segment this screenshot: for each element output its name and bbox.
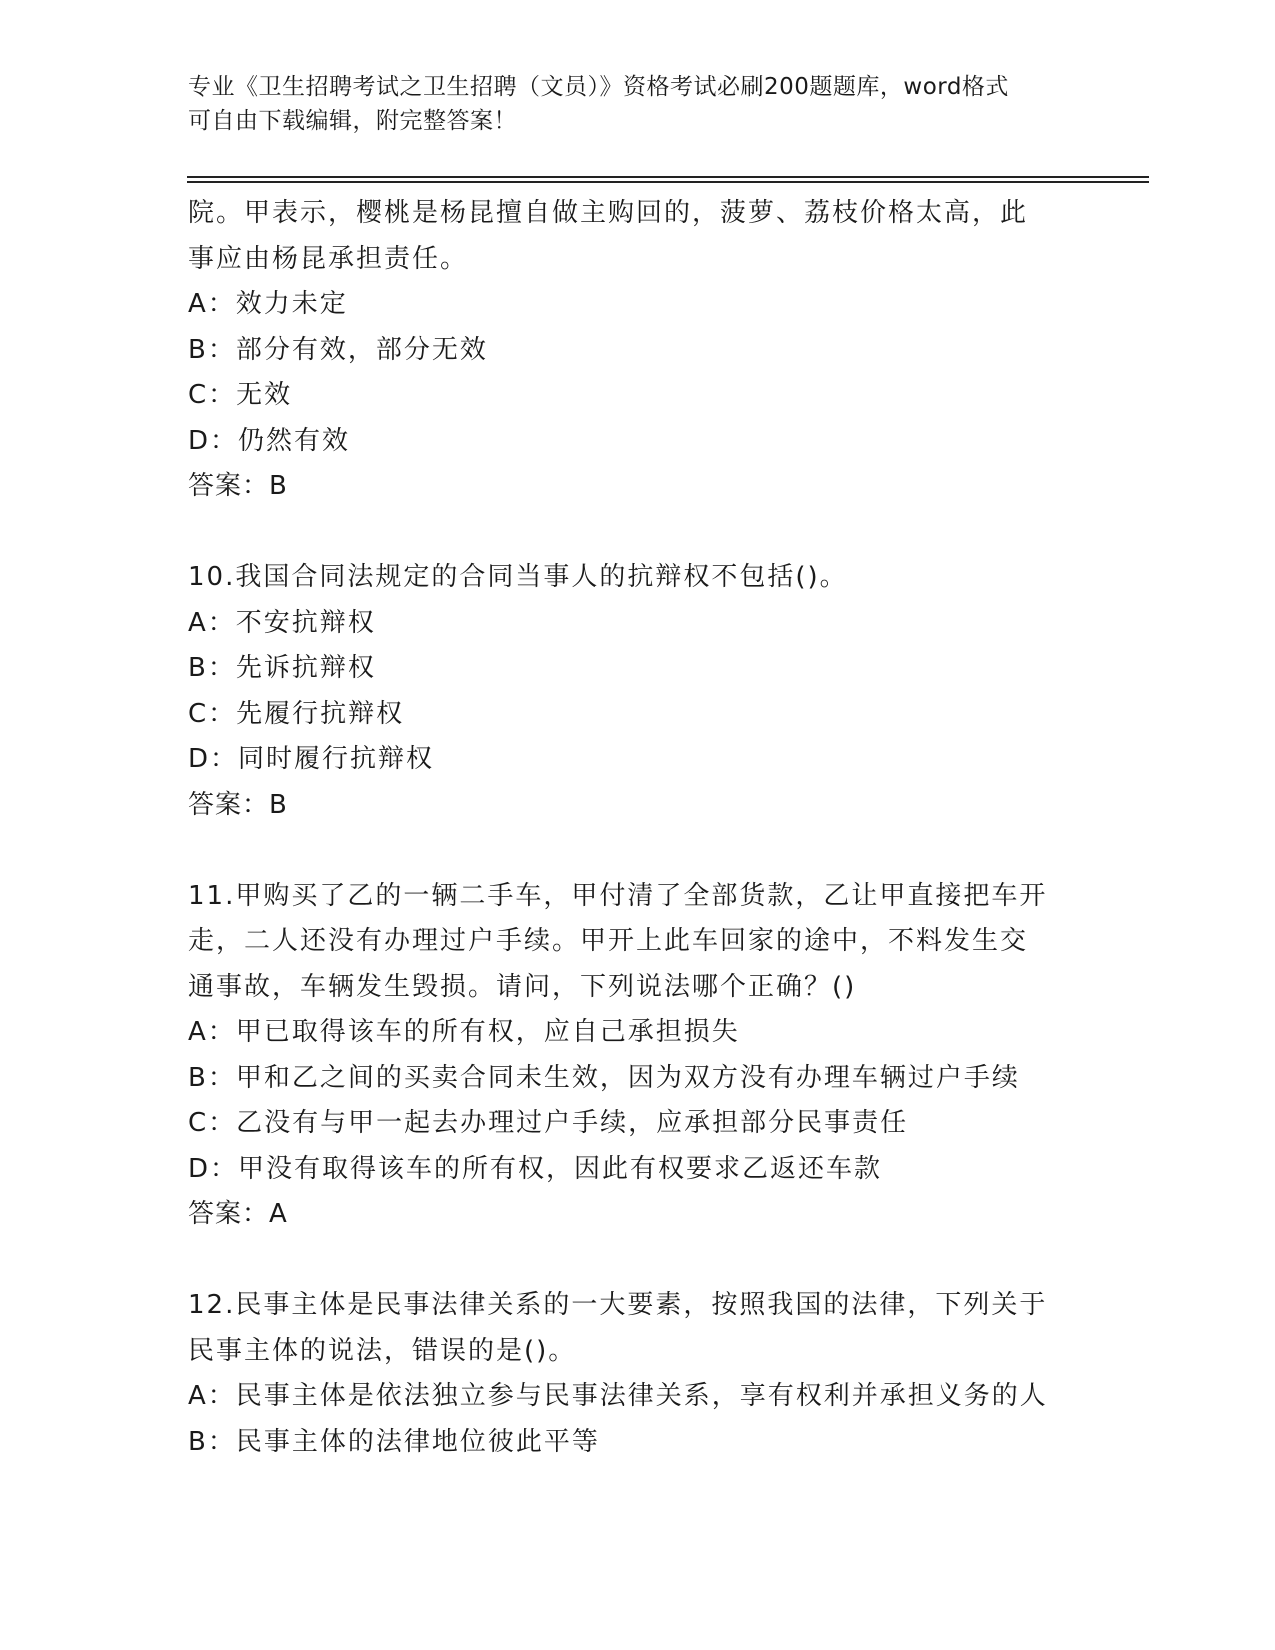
document-header <box>188 70 1078 138</box>
option-b: B：先诉抗辩权 <box>188 653 376 683</box>
header-line-2: 可自由下载编辑，附完整答案！ <box>188 108 517 134</box>
question-12 <box>188 1283 1088 1465</box>
option-a: A：民事主体是依法独立参与民事法律关系，享有权利并承担义务的人 <box>188 1381 1048 1411</box>
option-b: B：民事主体的法律地位彼此平等 <box>188 1426 600 1457</box>
option-b: B：部分有效，部分无效 <box>188 334 488 365</box>
question-9-continued <box>188 191 1088 510</box>
question-text-line: 事应由杨昆承担责任。 <box>188 243 469 274</box>
spacer <box>188 510 1088 556</box>
question-text-line: 走，二人还没有办理过户手续。甲开上此车回家的途中，不料发生交 <box>188 926 1029 956</box>
option-c: C：乙没有与甲一起去办理过户手续，应承担部分民事责任 <box>188 1108 909 1138</box>
option-b: B：甲和乙之间的买卖合同未生效，因为双方没有办理车辆过户手续 <box>188 1062 1020 1093</box>
question-text-line: 10.我国合同法规定的合同当事人的抗辩权不包括()。 <box>188 562 848 592</box>
header-rule-top <box>187 176 1149 178</box>
header-rule-bottom <box>187 181 1149 183</box>
answer: 答案：B <box>188 471 288 501</box>
question-11 <box>188 874 1088 1238</box>
question-text-line: 12.民事主体是民事法律关系的一大要素，按照我国的法律，下列关于 <box>188 1290 1048 1320</box>
answer: 答案：A <box>188 1199 288 1229</box>
question-10 <box>188 555 1088 828</box>
option-c: C：先履行抗辩权 <box>188 698 405 729</box>
option-d: D：仍然有效 <box>188 425 351 456</box>
option-a: A：不安抗辩权 <box>188 607 376 638</box>
option-c: C：无效 <box>188 380 293 410</box>
question-list <box>188 191 1088 1465</box>
question-text-line: 民事主体的说法，错误的是()。 <box>188 1335 577 1366</box>
option-d: D：同时履行抗辩权 <box>188 744 435 774</box>
option-a: A：甲已取得该车的所有权，应自己承担损失 <box>188 1017 740 1047</box>
option-a: A：效力未定 <box>188 289 348 319</box>
spacer <box>188 828 1088 874</box>
option-d: D：甲没有取得该车的所有权，因此有权要求乙返还车款 <box>188 1153 883 1184</box>
spacer <box>188 1238 1088 1284</box>
question-text-line: 通事故，车辆发生毁损。请问，下列说法哪个正确？() <box>188 971 857 1002</box>
header-line-1: 专业《卫生招聘考试之卫生招聘（文员）》资格考试必刷200题题库，word格式 <box>188 74 1009 100</box>
question-text-line: 11.甲购买了乙的一辆二手车，甲付清了全部货款，乙让甲直接把车开 <box>188 880 1048 911</box>
answer: 答案：B <box>188 789 288 820</box>
question-text-line: 院。甲表示，樱桃是杨昆擅自做主购回的，菠萝、荔枝价格太高，此 <box>188 198 1029 228</box>
